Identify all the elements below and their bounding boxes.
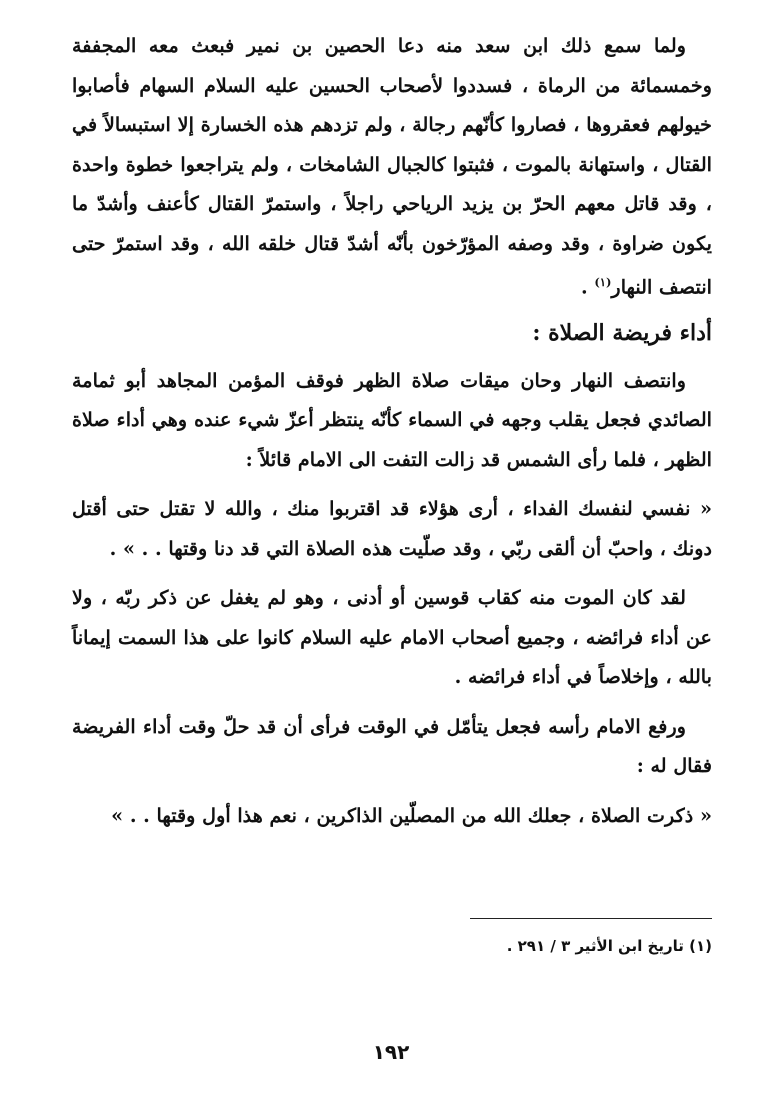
- paragraph-1-end: .: [580, 275, 595, 299]
- paragraph-3-quote: « نفسي لنفسك الفداء ، أرى هؤلاء قد اقتربوا منك ، والله لا تقتل حتى أقتل دونك ، واحبّ أن ألقى ربّي ، وقد صلّيت هذه الصلاة التي قد دنا وقتها . . » .: [72, 497, 712, 560]
- footnote: (١) تاريخ ابن الأثير ٣ / ٢٩١ .: [506, 937, 712, 955]
- paragraph-2: وانتصف النهار وحان ميقات صلاة الظهر فوقف المؤمن المجاهد أبو ثمامة الصائدي فجعل يقلب وجهه في السماء كأنّه ينتظر أعزّ شيء عنده وهي أداء صلاة الظهر ، فلما رأى الشمس قد زالت التفت الى الامام قائلاً :: [72, 368, 712, 471]
- footnote-marker[interactable]: (١): [594, 275, 612, 289]
- paragraph-6-quote: « ذكرت الصلاة ، جعلك الله من المصلّين الذاكرين ، نعم هذا أول وقتها . . »: [111, 803, 712, 827]
- footnote-divider: [470, 918, 712, 919]
- page-number: ١٩٢: [372, 1040, 410, 1064]
- paragraph-4: لقد كان الموت منه كقاب قوسين أو أدنى ، وهو لم يغفل عن ذكر ربّه ، ولا عن أداء فرائضه ، وجميع أصحاب الامام عليه السلام كانوا على هذا السمت إيماناً بالله ، وإخلاصاً في أداء فرائضه .: [72, 586, 712, 689]
- section-heading: أداء فريضة الصلاة :: [532, 319, 712, 346]
- page-body: [72, 26, 712, 845]
- paragraph-1: [72, 26, 712, 307]
- paragraph-5: ورفع الامام رأسه فجعل يتأمّل في الوقت فرأى أن قد حلّ وقت أداء الفريضة فقال له :: [72, 714, 712, 778]
- paragraph-1-text: ولما سمع ذلك ابن سعد منه دعا الحصين بن نمير فبعث معه المجففة وخمسمائة من الرماة ، فسددوا لأصحاب الحسين عليه السلام السهام فأصابوا خيولهم فعقروها ، فصاروا كأنّهم رجالة ، ولم تزدهم هذه الخسارة إلا استبسالاً في القتال ، واستهانة بالموت ، فثبتوا كالجبال الشامخات ، ولم يتراجعوا خطوة واحدة ، وقد قاتل معهم الحرّ بن يزيد الرياحي راجلاً ، واستمرّ القتال كأعنف وأشدّ ما يكون ضراوة ، وقد وصفه المؤرّخون بأنّه أشدّ قتال خلقه الله ، وقد استمرّ حتى انتصف النهار: [72, 34, 712, 299]
